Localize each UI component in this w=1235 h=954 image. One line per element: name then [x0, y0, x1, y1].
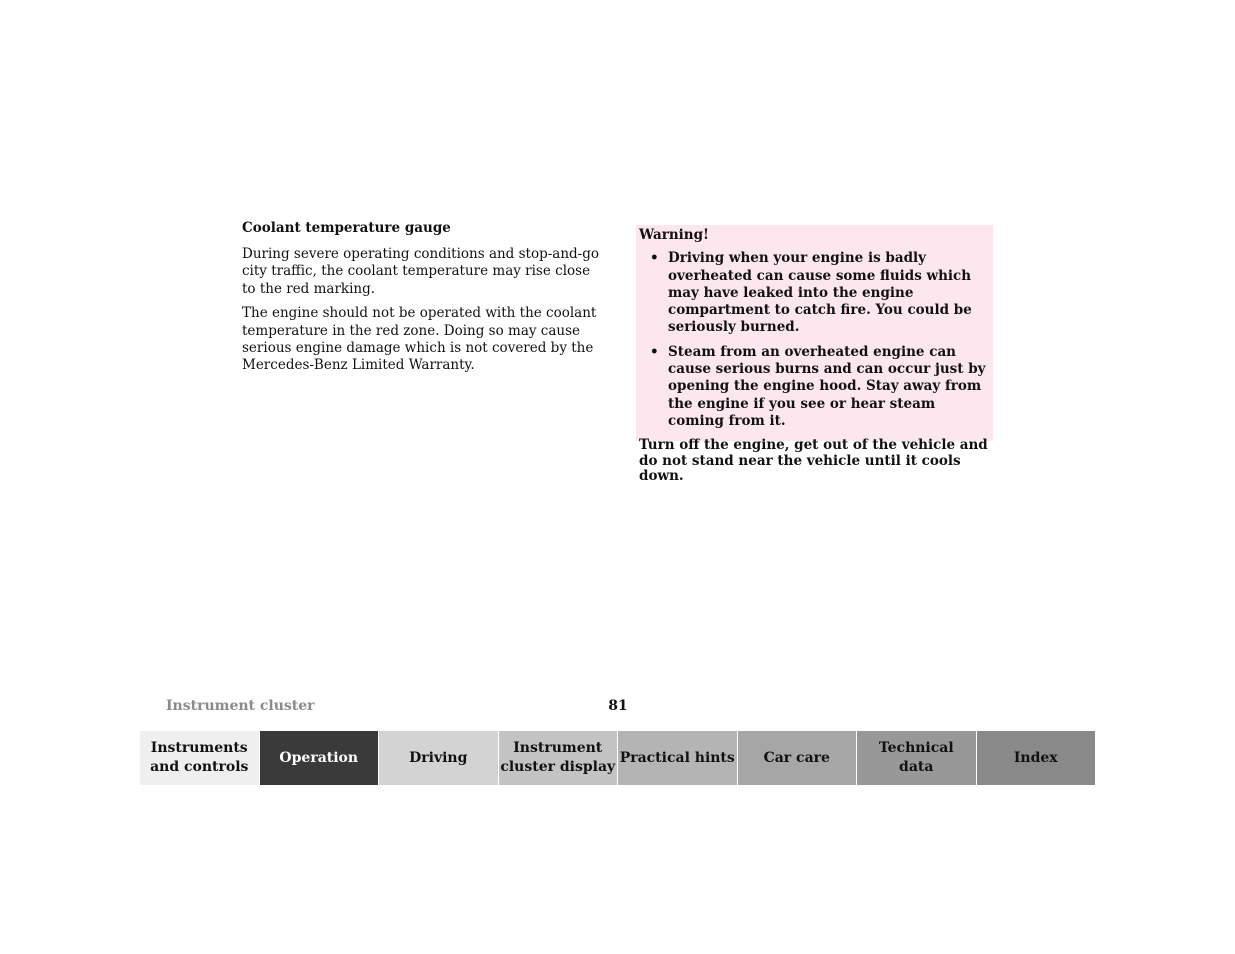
- bullet-icon: •: [650, 343, 659, 360]
- coolant-section: [242, 220, 607, 382]
- warning-item-text: Steam from an overheated engine can cause serious burns and can occur just by opening the engine hood. Stay away from the engine if you see or hear steam coming from it.: [668, 343, 986, 429]
- warning-item-text: Driving when your engine is badly overheated can cause some fluids which may have leaked into the engine compartment to catch fire. You could be seriously burned.: [668, 250, 972, 336]
- warning-list: [639, 250, 989, 430]
- nav-tab-car-care[interactable]: [738, 731, 858, 785]
- chapter-nav-bar: [140, 731, 1095, 785]
- nav-tab-operation[interactable]: [260, 731, 380, 785]
- warning-item: [639, 344, 989, 430]
- nav-tab-instruments-and-controls[interactable]: [140, 731, 260, 785]
- nav-tab-label: Technical data: [878, 740, 954, 775]
- nav-tab-index[interactable]: [977, 731, 1096, 785]
- bullet-icon: •: [650, 250, 659, 267]
- nav-tab-label: Index: [1013, 749, 1058, 766]
- footer-section-label: Instrument cluster: [166, 698, 315, 714]
- nav-tab-driving[interactable]: [379, 731, 499, 785]
- page-number: 81: [608, 698, 628, 714]
- warning-title: Warning!: [639, 227, 709, 243]
- nav-tab-practical-hints[interactable]: [618, 731, 738, 785]
- nav-tab-technical-data[interactable]: [857, 731, 977, 785]
- nav-tab-instrument-cluster-display[interactable]: [499, 731, 619, 785]
- nav-tab-label: Instruments and controls: [150, 740, 249, 775]
- nav-tab-label: Driving: [409, 749, 468, 766]
- warning-footer: Turn off the engine, get out of the vehicle and do not stand near the vehicle until it cools down.: [639, 437, 988, 485]
- body-paragraph-1: During severe operating conditions and stop-and-go city traffic, the coolant temperature may rise close to the red marking.: [242, 246, 600, 297]
- nav-tab-label: Operation: [279, 749, 359, 766]
- nav-tab-label: Practical hints: [619, 749, 735, 766]
- body-paragraph-2: The engine should not be operated with the coolant temperature in the red zone. Doing so may cause serious engine damage which is not covered by the Mercedes-Benz Limited Warranty.: [242, 305, 597, 374]
- section-heading: Coolant temperature gauge: [242, 220, 451, 236]
- nav-tab-label: Car care: [763, 749, 830, 766]
- warning-item: [639, 250, 989, 336]
- warning-box: [636, 225, 993, 485]
- nav-tab-label: Instrument cluster display: [500, 740, 616, 775]
